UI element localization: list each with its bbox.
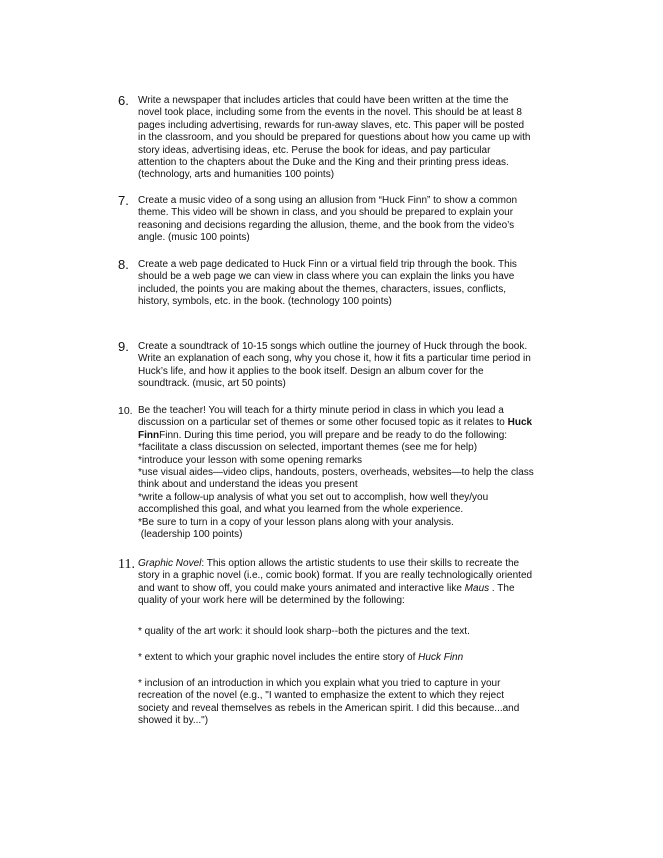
text-line: * quality of the art work: it should look sharp--both the pictures and the text. (138, 626, 470, 637)
item-text (138, 341, 588, 391)
text-line: society and reveal themselves as rebels in the American spirit. I did this because...and (138, 702, 520, 714)
text-line: in the classroom, and you should be prepared for questions about how you came up with (138, 132, 531, 144)
item-text (138, 405, 588, 541)
text-line (138, 583, 588, 595)
text-fragment: discussion on a particular set of themes or some other focused topic as it relates to (138, 417, 508, 429)
text-line: story in a graphic novel (i.e., comic book) format. If you are really technologically oriented (138, 570, 533, 582)
text-line: recreation of the novel (e.g., "I wanted to emphasize the extent to which they reject (138, 690, 504, 702)
text-line: * inclusion of an introduction in which you explain what you tried to capture in your (138, 678, 501, 689)
text-line: pages including advertising, rewards for run-away slaves, etc. This paper will be posted (138, 119, 525, 131)
text-line: should be a web page we can view in class where you can explain the links you have (138, 271, 515, 283)
assignment-option-11 (118, 558, 588, 608)
assignment-option-6 (118, 95, 588, 182)
text-line: Create a soundtrack of 10-15 songs which outline the journey of Huck through the book. (138, 341, 528, 352)
criterion-introduction (138, 678, 598, 728)
item-number: 11. (118, 557, 135, 572)
text-line: angle. (music 100 points) (138, 232, 250, 244)
italic-title: Graphic Novel (138, 558, 202, 569)
text-line: history, symbols, etc. in the book. (technology 100 points) (138, 296, 392, 308)
text-line: included, the points you are making about the themes, characters, issues, conflicts, (138, 283, 506, 295)
text-line: *facilitate a class discussion on selected, important themes (see me for help) (138, 442, 478, 454)
italic-title: Huck Finn (418, 652, 464, 663)
text-line: showed it by...") (138, 715, 209, 727)
text-line: soundtrack. (music, art 50 points) (138, 378, 286, 390)
italic-title: Maus (464, 582, 490, 594)
text-line: Huck’s life, and how it applies to the book itself. Design an album cover for the (138, 365, 484, 377)
text-line (138, 430, 588, 442)
text-fragment: . The (489, 582, 515, 594)
text-fragment: * extent to which your graphic novel includes the entire story of (138, 652, 419, 663)
assignment-option-8 (118, 259, 588, 309)
text-line: *write a follow-up analysis of what you set out to accomplish, how well they/you (138, 491, 489, 503)
text-line: (leadership 100 points) (138, 529, 243, 541)
item-text (138, 558, 588, 608)
item-number: 7. (118, 193, 129, 208)
text-line (138, 652, 598, 664)
item-number: 9. (118, 339, 129, 354)
text-line: accomplished this goal, and what you learned from the whole experience. (138, 504, 464, 516)
text-line: Write an explanation of each song, why you chose it, how it fits a particular time period in (138, 353, 531, 365)
text-fragment: and want to show off, you could make yours animated and interactive like (138, 582, 465, 594)
text-line: quality of your work here will be determined by the following: (138, 595, 405, 607)
text-line: think about and understand the ideas you present (138, 479, 358, 491)
item-number: 10. (118, 405, 133, 417)
text-line: theme. This video will be shown in class, and you should be prepared to explain your (138, 207, 514, 219)
item-text (138, 195, 588, 245)
text-line: novel took place, including some from the events in the novel. This should be at least 8 (138, 107, 522, 119)
text-line: attention to the chapters about the Duke and the King and their printing press ideas. (138, 157, 509, 169)
assignment-option-10 (118, 405, 588, 541)
text-line: (technology, arts and humanities 100 points) (138, 169, 335, 181)
criterion-story-coverage (138, 652, 598, 664)
text-line: reasoning and decisions regarding the allusion, theme, and the book from the video’s (138, 219, 515, 231)
assignment-option-7 (118, 195, 588, 245)
text-fragment: Finn. During this time period, you will prepare and be ready to do the following: (159, 429, 508, 441)
text-line: Be the teacher! You will teach for a thirty minute period in class in which you lead a (138, 405, 504, 416)
text-line: Create a music video of a song using an allusion from “Huck Finn” to show a common (138, 195, 518, 206)
text-line: *use visual aides—video clips, handouts, posters, overheads, websites—to help the class (138, 467, 534, 479)
text-line (138, 417, 588, 429)
bold-title: Huck (507, 417, 533, 429)
item-text (138, 95, 588, 182)
bold-title: Finn (138, 429, 160, 441)
assignment-option-9 (118, 341, 588, 391)
text-fragment: : This option allows the artistic students to use their skills to recreate the (201, 558, 520, 569)
text-line: *introduce your lesson with some opening remarks (138, 454, 362, 466)
item-text (138, 259, 588, 309)
text-line: Write a newspaper that includes articles that could have been written at the time the (138, 95, 509, 106)
item-number: 6. (118, 93, 129, 108)
text-line: story ideas, advertising ideas, etc. Peruse the book for ideas, and pay particular (138, 144, 491, 156)
criterion-art-quality (138, 626, 598, 638)
text-line: Create a web page dedicated to Huck Finn or a virtual field trip through the book. This (138, 259, 517, 270)
text-line: *Be sure to turn in a copy of your lesson plans along with your analysis. (138, 516, 454, 528)
text-line (138, 558, 588, 570)
item-number: 8. (118, 257, 129, 272)
